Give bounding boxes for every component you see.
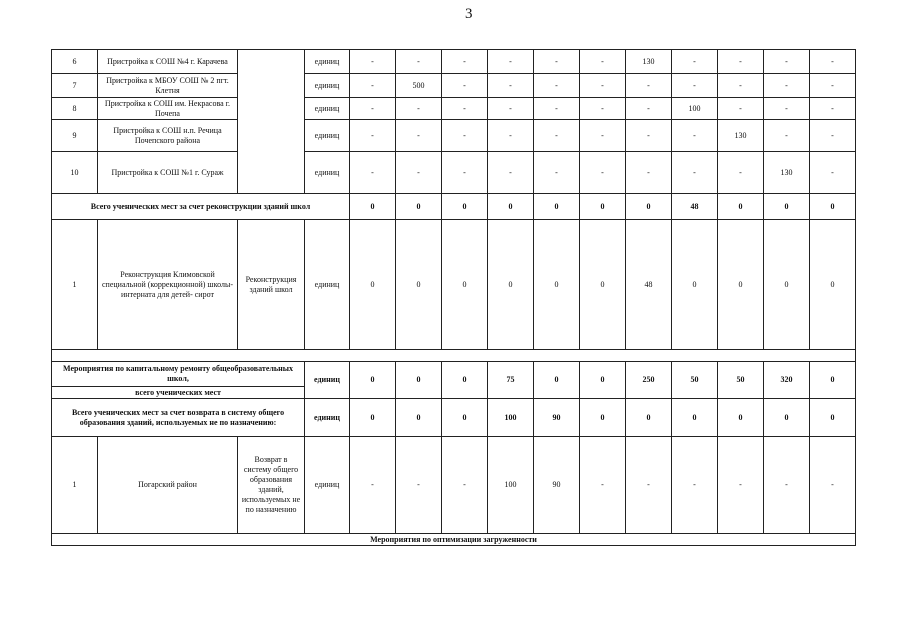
value-cell: 0 [718, 399, 764, 437]
value-cell: - [580, 437, 626, 534]
table-row [52, 98, 856, 120]
value-cell: - [442, 437, 488, 534]
value-cell: - [396, 437, 442, 534]
value-cell: 0 [396, 194, 442, 220]
value-cell: 50 [672, 362, 718, 399]
value-cell: - [626, 152, 672, 194]
row-number: 7 [52, 74, 98, 98]
value-cell: - [810, 437, 856, 534]
type-cell: Реконструкция зданий школ [238, 220, 305, 350]
value-cell: 0 [626, 194, 672, 220]
value-cell: 0 [442, 194, 488, 220]
value-cell: 0 [580, 399, 626, 437]
object-name: Пристройка к СОШ им. Некрасова г. Почепа [98, 98, 238, 120]
value-cell: - [626, 98, 672, 120]
row-number: 10 [52, 152, 98, 194]
table-body [52, 50, 856, 546]
value-cell: 0 [396, 362, 442, 399]
value-cell: 320 [764, 362, 810, 399]
value-cell: 0 [810, 362, 856, 399]
unit-cell: единиц [305, 98, 350, 120]
object-name: Пристройка к МБОУ СОШ № 2 пгт. Клетня [98, 74, 238, 98]
value-cell: 0 [350, 399, 396, 437]
value-cell: - [488, 74, 534, 98]
value-cell: - [672, 152, 718, 194]
value-cell: 500 [396, 74, 442, 98]
value-cell: - [396, 98, 442, 120]
value-cell: - [718, 50, 764, 74]
value-cell: 0 [626, 399, 672, 437]
value-cell: 75 [488, 362, 534, 399]
value-cell: - [810, 152, 856, 194]
value-cell: 48 [672, 194, 718, 220]
value-cell: - [350, 120, 396, 152]
value-cell: 0 [672, 399, 718, 437]
value-cell: - [810, 74, 856, 98]
unit-cell: единиц [305, 120, 350, 152]
value-cell: 0 [764, 194, 810, 220]
value-cell: - [534, 74, 580, 98]
value-cell: 0 [534, 220, 580, 350]
value-cell: - [396, 120, 442, 152]
table-row [52, 50, 856, 74]
value-cell: - [672, 437, 718, 534]
value-cell: - [350, 74, 396, 98]
value-cell: - [764, 437, 810, 534]
value-cell: 0 [580, 194, 626, 220]
value-cell: 130 [718, 120, 764, 152]
value-cell: - [488, 152, 534, 194]
value-cell: - [718, 98, 764, 120]
value-cell: - [442, 120, 488, 152]
spacer-cell [52, 350, 856, 362]
value-cell: 90 [534, 399, 580, 437]
object-name: Пристройка к СОШ н.п. Речица Почепского района [98, 120, 238, 152]
value-cell: - [488, 50, 534, 74]
value-cell: - [534, 120, 580, 152]
table-row [52, 74, 856, 98]
type-cell [238, 50, 305, 194]
value-cell: 0 [350, 362, 396, 399]
value-cell: 0 [488, 194, 534, 220]
unit-cell: единиц [305, 74, 350, 98]
value-cell: - [764, 74, 810, 98]
value-cell: - [718, 152, 764, 194]
capital-repair-sublabel: всего ученических мест [52, 387, 305, 399]
value-cell: - [350, 437, 396, 534]
object-name: Пристройка к СОШ №1 г. Сураж [98, 152, 238, 194]
unit-cell: единиц [305, 152, 350, 194]
value-cell: - [442, 98, 488, 120]
table-row [52, 362, 856, 387]
value-cell: 100 [488, 399, 534, 437]
object-name: Реконструкция Климовской специальной (коррекционной) школы-интерната для детей- сирот [98, 220, 238, 350]
value-cell: - [810, 50, 856, 74]
value-cell: 130 [764, 152, 810, 194]
optimization-label: Мероприятия по оптимизации загруженности [52, 534, 856, 546]
value-cell: - [580, 152, 626, 194]
value-cell: - [764, 98, 810, 120]
value-cell: - [534, 98, 580, 120]
value-cell: - [718, 437, 764, 534]
value-cell: 0 [396, 220, 442, 350]
unit-cell: единиц [305, 220, 350, 350]
value-cell: 0 [396, 399, 442, 437]
value-cell: 0 [718, 194, 764, 220]
value-cell: 50 [718, 362, 764, 399]
value-cell: - [810, 120, 856, 152]
value-cell: - [580, 120, 626, 152]
table-row [52, 350, 856, 362]
value-cell: - [626, 437, 672, 534]
value-cell: 130 [626, 50, 672, 74]
value-cell: 0 [810, 399, 856, 437]
value-cell: 48 [626, 220, 672, 350]
value-cell: - [810, 98, 856, 120]
unit-cell: единиц [305, 399, 350, 437]
value-cell: 0 [350, 194, 396, 220]
value-cell: 90 [534, 437, 580, 534]
value-cell: - [350, 50, 396, 74]
value-cell: - [672, 74, 718, 98]
value-cell: 0 [350, 220, 396, 350]
value-cell: - [718, 74, 764, 98]
value-cell: - [442, 74, 488, 98]
value-cell: - [350, 98, 396, 120]
value-cell: 0 [764, 220, 810, 350]
value-cell: 100 [672, 98, 718, 120]
value-cell: 0 [764, 399, 810, 437]
value-cell: - [488, 120, 534, 152]
value-cell: - [534, 50, 580, 74]
type-cell: Возврат в систему общего образования зданий, используемых не по назначению [238, 437, 305, 534]
object-name: Пристройка к СОШ №4 г. Карачева [98, 50, 238, 74]
value-cell: 0 [672, 220, 718, 350]
value-cell: - [396, 50, 442, 74]
value-cell: - [672, 120, 718, 152]
table-row [52, 399, 856, 437]
row-number: 1 [52, 437, 98, 534]
value-cell: - [580, 50, 626, 74]
table-row [52, 194, 856, 220]
value-cell: - [626, 74, 672, 98]
object-name: Погарский район [98, 437, 238, 534]
row-number: 9 [52, 120, 98, 152]
program-table [51, 49, 856, 546]
value-cell: - [442, 50, 488, 74]
value-cell: - [626, 120, 672, 152]
table-row [52, 220, 856, 350]
total-reconstruction-label: Всего ученических мест за счет реконструкции зданий школ [52, 194, 350, 220]
unit-cell: единиц [305, 50, 350, 74]
value-cell: 0 [580, 220, 626, 350]
value-cell: - [764, 120, 810, 152]
value-cell: 0 [810, 194, 856, 220]
value-cell: 0 [442, 220, 488, 350]
total-return-label: Всего ученических мест за счет возврата в систему общего образования зданий, используемых не по назначению: [52, 399, 305, 437]
unit-cell: единиц [305, 362, 350, 399]
value-cell: - [580, 98, 626, 120]
value-cell: 0 [718, 220, 764, 350]
value-cell: - [580, 74, 626, 98]
row-number: 6 [52, 50, 98, 74]
value-cell: - [350, 152, 396, 194]
row-number: 8 [52, 98, 98, 120]
unit-cell: единиц [305, 437, 350, 534]
row-number: 1 [52, 220, 98, 350]
value-cell: 250 [626, 362, 672, 399]
value-cell: 0 [442, 399, 488, 437]
value-cell: - [442, 152, 488, 194]
table-row [52, 152, 856, 194]
page-number: 3 [465, 6, 473, 22]
value-cell: - [488, 98, 534, 120]
value-cell: 100 [488, 437, 534, 534]
value-cell: 0 [534, 194, 580, 220]
capital-repair-label: Мероприятия по капитальному ремонту общеобразовательных школ, [52, 362, 305, 387]
value-cell: 0 [534, 362, 580, 399]
table-row [52, 437, 856, 534]
value-cell: - [672, 50, 718, 74]
value-cell: - [396, 152, 442, 194]
value-cell: 0 [488, 220, 534, 350]
table-row [52, 120, 856, 152]
value-cell: 0 [810, 220, 856, 350]
table-row [52, 534, 856, 546]
value-cell: - [764, 50, 810, 74]
value-cell: 0 [442, 362, 488, 399]
value-cell: 0 [580, 362, 626, 399]
value-cell: - [534, 152, 580, 194]
